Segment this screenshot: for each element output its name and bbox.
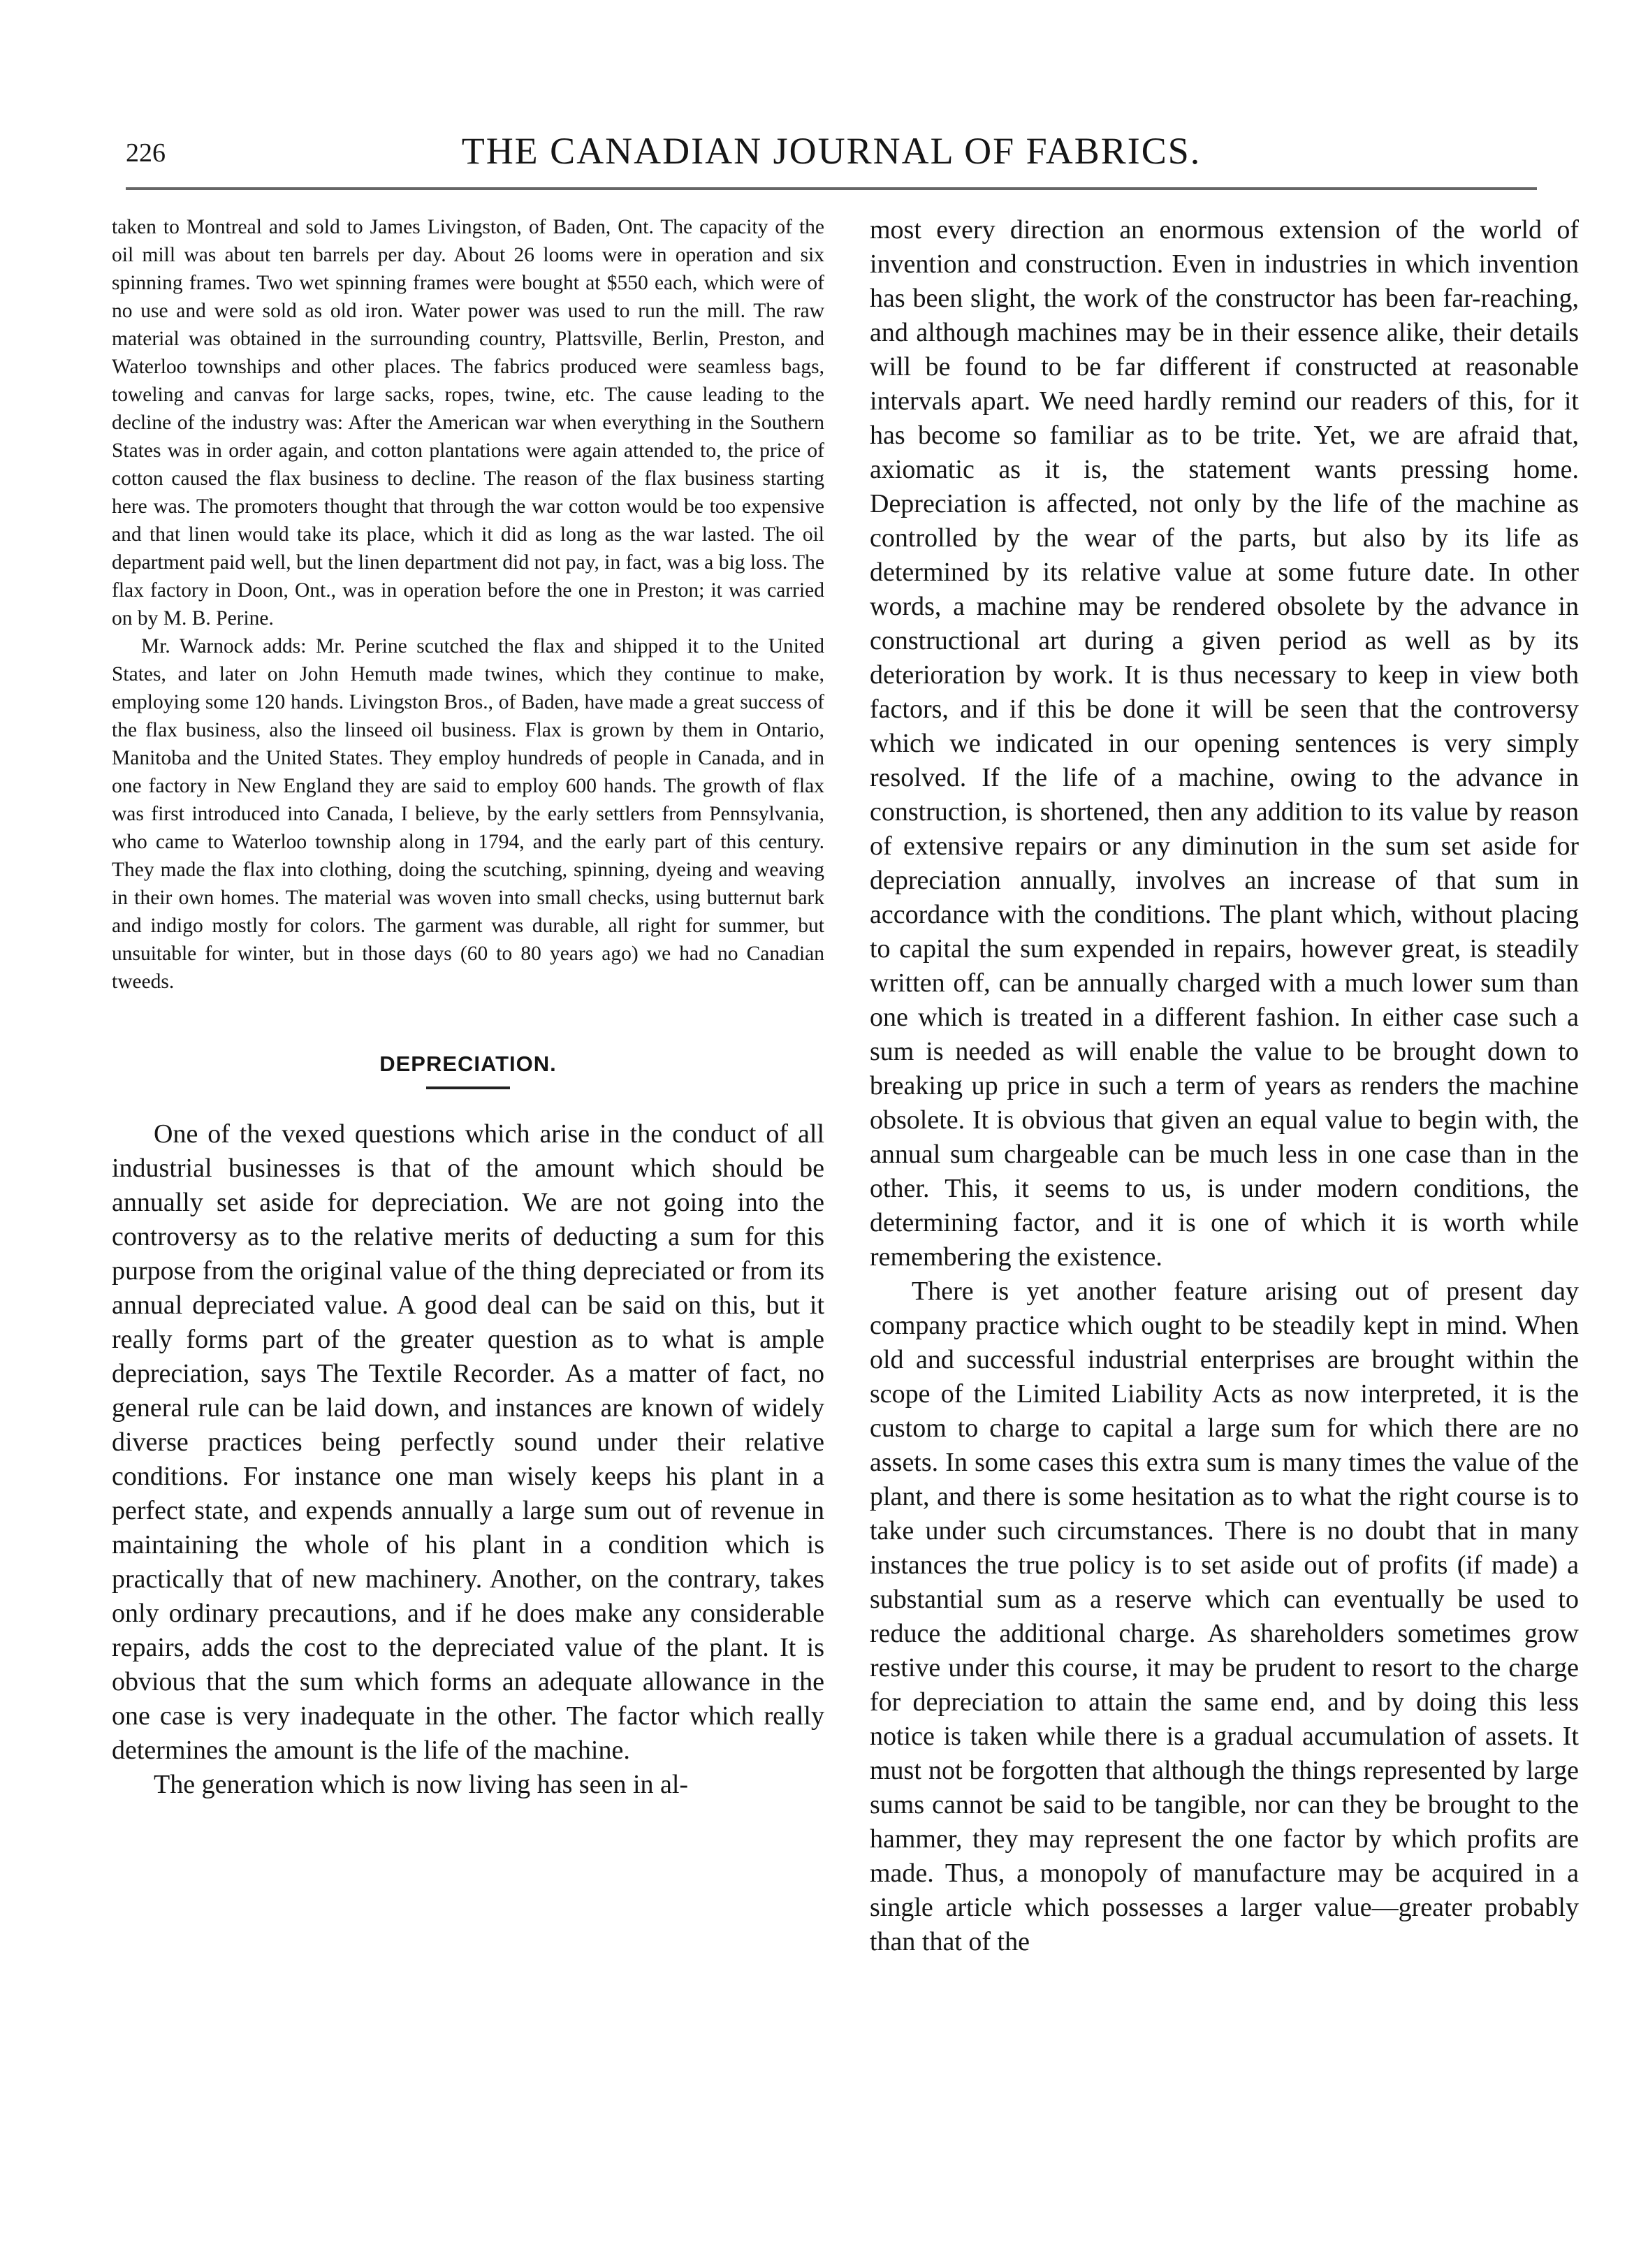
header-rule [126,187,1537,190]
depreciation-article [112,1117,824,1802]
section-heading: DEPRECIATION. [379,1052,557,1076]
article-paragraph: One of the vexed questions which arise in the conduct of all industrial businesses is that of the amount which should be annually set aside for depreciation. We are not going into the controversy as to the relative merits of deducting a sum for this purpose from the original value of the thing depreciated or from its annual depreciated value. A good deal can be said on this, but it really forms part of the greater question as to what is ample depreciation, says The Textile Recorder. As a matter of fact, no general rule can be laid down, and instances are known of widely diverse practices being perfectly sound under their relative conditions. For instance one man wisely keeps his plant in a perfect state, and expends annually a large sum out of revenue in maintaining the whole of his plant in a condition which is practically that of new machinery. Another, on the contrary, takes only ordinary precautions, and if he does make any considerable repairs, adds the cost to the depreciated value of the plant. It is obvious that the sum which forms an adequate allowance in the one case is very inadequate in the other. The factor which really determines the amount is the life of the machine. [112,1119,824,1765]
page-number: 226 [126,138,166,168]
heading-rule [426,1086,510,1089]
flax-article-continuation [112,213,824,996]
right-column [870,213,1579,1959]
article-paragraph: Mr. Warnock adds: Mr. Perine scutched the flax and shipped it to the United States, and later on John Hemuth made twines, which they continue to make, employing some 120 hands. Livingston Bros., of Baden, have made a great success of the flax business, also the linseed oil business. Flax is grown by them in Ontario, Manitoba and the United States. They employ hundreds of people in Canada, and in one factory in New England they are said to employ 600 hands. The growth of flax was first introduced into Canada, I believe, by the early settlers from Pennsylvania, who came to Waterloo township along in 1794, and the early part of this century. They made the flax into clothing, doing the scutching, spinning, dyeing and weaving in their own homes. The material was woven into small checks, using butternut bark and indigo mostly for colors. The garment was durable, all right for summer, but unsuitable for winter, but in those days (60 to 80 years ago) we had no Canadian tweeds. [112,635,824,993]
article-paragraph: The generation which is now living has seen in al- [154,1770,689,1799]
journal-title: THE CANADIAN JOURNAL OF FABRICS. [461,130,1202,172]
page-header [126,129,1537,185]
article-paragraph: taken to Montreal and sold to James Livingston, of Baden, Ont. The capacity of the oil mill was about ten barrels per day. About 26 looms were in operation and six spinning frames. Two wet spinning frames were bought at $550 each, which were of no use and were sold as old iron. Water power was used to run the mill. The raw material was obtained in the surrounding country, Plattsville, Berlin, Preston, and Waterloo townships and other places. The fabrics produced were seamless bags, toweling and canvas for large sacks, ropes, twine, etc. The cause leading to the decline of the industry was: After the American war when everything in the Southern States was in order again, and cotton plantations were again attended to, the price of cotton caused the flax business to decline. The reason of the flax business starting here was. The promoters thought that through the war cotton would be too expensive and that linen would take its place, which it did as long as the war lasted. The oil department paid well, but the linen department did not pay, in fact, was a big loss. The flax factory in Doon, Ont., was in operation before the one in Preston; it was carried on by M. B. Perine. [112,216,824,630]
left-column [112,213,824,1802]
article-paragraph: most every direction an enormous extension of the world of invention and construction. Even in industries in which invention has been slight, the work of the constructor has been far-reaching, and although machines may be in their essence alike, their details will be found to be far different if constructed at reasonable intervals apart. We need hardly remind our readers of this, for it has become so familiar as to be trite. Yet, we are afraid that, axiomatic as it is, the statement wants pressing home. Depreciation is affected, not only by the life of the machine as controlled by the wear of the parts, but also by its life as determined by its relative value at some future date. In other words, a machine may be rendered obsolete by the advance in constructional art during a given period as well as by its deterioration by work. It is thus necessary to keep in view both factors, and if this be done it will be seen that the controversy which we indicated in our opening sentences is very simply resolved. If the life of a machine, owing to the advance in construction, is shortened, then any addition to its value by reason of extensive repairs or any diminution in the sum set aside for depreciation annually, involves an increase of that sum in accordance with the conditions. The plant which, without placing to capital the sum expended in repairs, however great, is steadily written off, can be annually charged with a much lower sum than one which is treated in a different fashion. In either case such a sum is needed as will enable the value to be brought down to breaking up price in such a term of years as renders the machine obsolete. It is obvious that given an equal value to begin with, the annual sum chargeable can be much less in one case than in the other. This, it seems to us, is under modern conditions, the determining factor, and it is one of which it is worth while remembering the existence. [870,215,1579,1272]
article-paragraph: There is yet another feature arising out of present day company practice which ought to be steadily kept in mind. When old and successful industrial enterprises are brought within the scope of the Limited Liability Acts as now interpreted, it is the custom to charge to capital a large sum for which there are no assets. In some cases this extra sum is many times the value of the plant, and there is some hesitation as to what the right course is to take under such circumstances. There is no doubt that in many instances the true policy is to set aside out of profits (if made) a substantial sum as a reserve which can eventually be used to reduce the additional charge. As shareholders sometimes grow restive under this course, it may be prudent to resort to the charge for depreciation to attain the same end, and by doing this less notice is taken while there is a gradual accumulation of assets. It must not be forgotten that although the things represented by large sums cannot be said to be tangible, nor can they be brought to the hammer, they may represent the one factor by which profits are made. Thus, a monopoly of manufacture may be acquired in a single article which possesses a larger value—greater probably than that of the [870,1277,1579,1956]
